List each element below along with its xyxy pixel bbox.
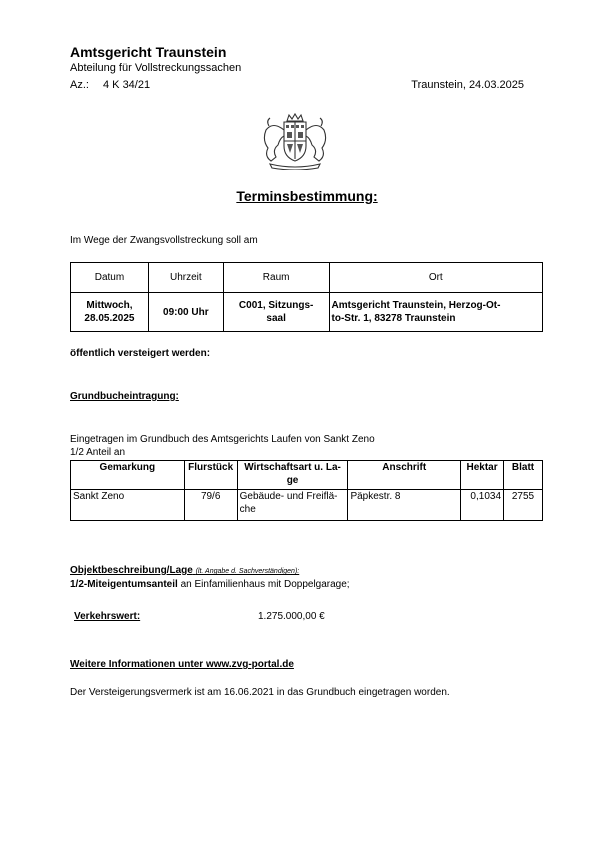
land-register-line-2: 1/2 Anteil an	[70, 447, 126, 458]
appointment-time: 09:00 Uhr	[148, 293, 223, 332]
date-line-1: Mittwoch,	[86, 300, 133, 311]
header-gemarkung: Gemarkung	[71, 461, 185, 490]
document-title: Terminsbestimmung:	[236, 188, 378, 204]
cell-anschrift: Päpkestr. 8	[348, 490, 461, 521]
appointment-row	[71, 293, 543, 332]
header-room: Raum	[223, 263, 329, 293]
place-line-2: to-Str. 1, 83278 Traunstein	[331, 313, 456, 324]
wirtschaftsart-header-line-2: ge	[286, 475, 299, 486]
place-line-1: Amtsgericht Traunstein, Herzog-Ot-	[331, 300, 501, 311]
market-value-label: Verkehrswert:	[74, 611, 141, 622]
auction-text: öffentlich versteigert werden:	[70, 348, 211, 359]
appointment-place	[329, 293, 542, 332]
land-register-header-row	[71, 461, 543, 490]
object-description	[70, 579, 350, 590]
cell-gemarkung: Sankt Zeno	[71, 490, 185, 521]
file-number	[70, 79, 150, 91]
intro-text: Im Wege der Zwangsvollstreckung soll am	[70, 235, 258, 246]
header-place: Ort	[329, 263, 542, 293]
object-heading	[70, 565, 299, 576]
market-value: 1.275.000,00 €	[258, 611, 325, 622]
department-name: Abteilung für Vollstreckungssachen	[70, 62, 242, 74]
place-date: Traunstein, 24.03.2025	[411, 79, 524, 91]
bavarian-coat-of-arms-icon	[260, 112, 330, 170]
cell-hektar: 0,1034	[461, 490, 504, 521]
object-share: 1/2-Miteigentumsanteil	[70, 579, 178, 590]
header-hektar: Hektar	[461, 461, 504, 490]
header-blatt: Blatt	[504, 461, 543, 490]
wirtschaftsart-header-line-1: Wirtschaftsart u. La-	[244, 462, 341, 473]
land-register-heading: Grundbucheintragung:	[70, 391, 179, 402]
header-anschrift: Anschrift	[348, 461, 461, 490]
header-date: Datum	[71, 263, 149, 293]
object-heading-note: (lt. Angabe d. Sachverständigen):	[195, 568, 300, 575]
file-number-value: 4 K 34/21	[103, 79, 151, 91]
more-info-link[interactable]: Weitere Informationen unter www.zvg-portal.de	[70, 659, 294, 670]
appointment-room	[223, 293, 329, 332]
cell-flurstueck: 79/6	[184, 490, 237, 521]
cell-blatt: 2755	[504, 490, 543, 521]
appointment-table	[70, 262, 543, 332]
header-flurstueck: Flurstück	[184, 461, 237, 490]
room-line-1: C001, Sitzungs-	[238, 300, 314, 311]
court-name: Amtsgericht Traunstein	[70, 44, 227, 60]
land-register-line-1: Eingetragen im Grundbuch des Amtsgerichts Laufen von Sankt Zeno	[70, 434, 375, 445]
vermerk-text: Der Versteigerungsvermerk ist am 16.06.2021 in das Grundbuch eingetragen worden.	[70, 687, 450, 698]
date-line-2: 28.05.2025	[84, 313, 135, 324]
cell-wirtschaftsart	[237, 490, 348, 521]
land-register-table	[70, 460, 543, 521]
file-number-label: Az.:	[70, 79, 89, 91]
wirtschaftsart-line-2: che	[239, 504, 256, 515]
wirtschaftsart-line-1: Gebäude- und Freiflä-	[239, 491, 338, 502]
object-description-rest: an Einfamilienhaus mit Doppelgarage;	[177, 579, 350, 590]
room-line-2: saal	[266, 313, 286, 324]
appointment-header-row	[71, 263, 543, 293]
appointment-date	[71, 293, 149, 332]
header-time: Uhrzeit	[148, 263, 223, 293]
header-wirtschaftsart	[237, 461, 348, 490]
object-heading-text: Objektbeschreibung/Lage	[70, 565, 193, 576]
land-register-row	[71, 490, 543, 521]
